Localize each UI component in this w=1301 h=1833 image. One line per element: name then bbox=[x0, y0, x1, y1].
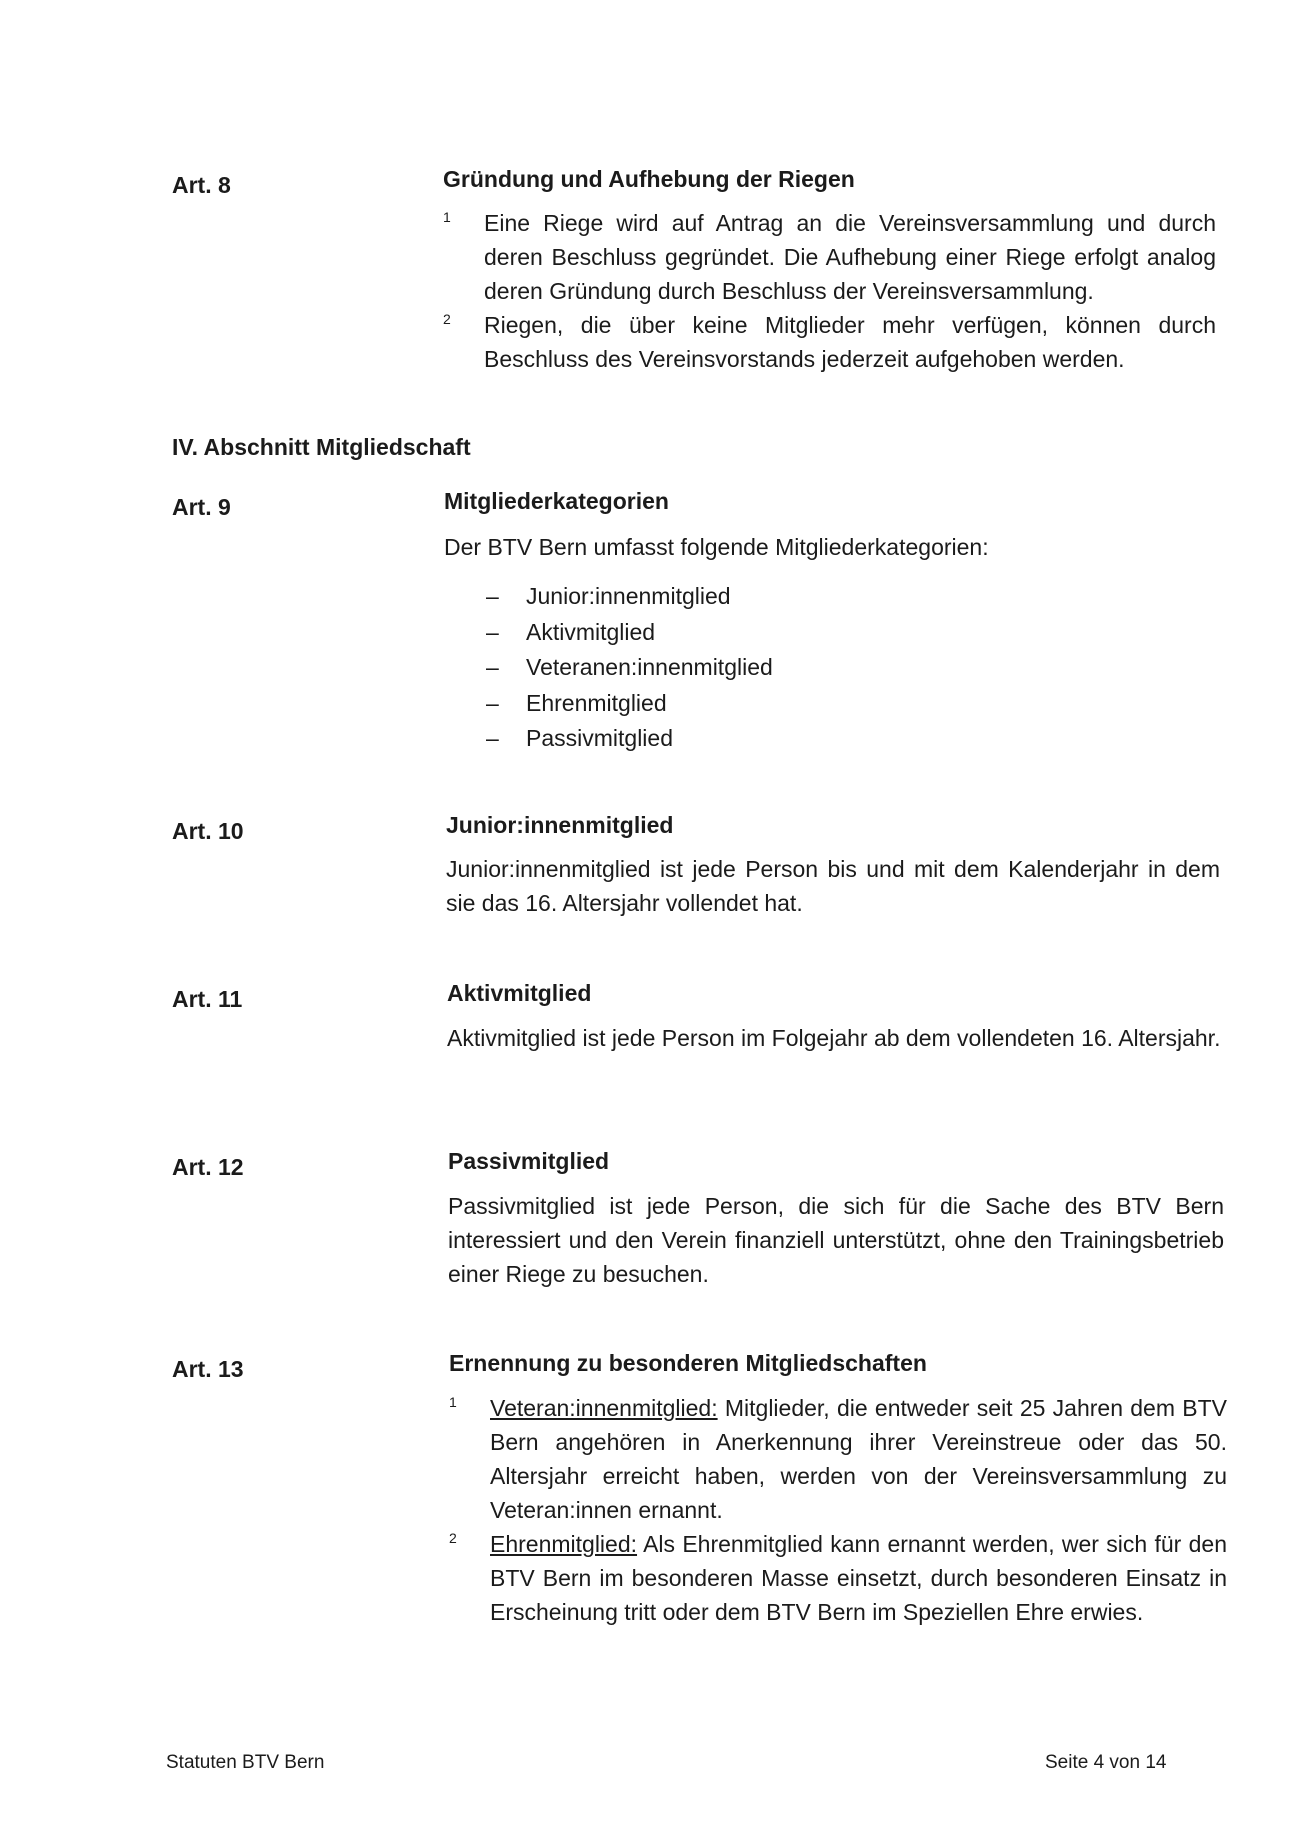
list-item bbox=[486, 721, 773, 757]
art13-item-2 bbox=[449, 1527, 1227, 1629]
art9-title: Mitgliederkategorien bbox=[444, 488, 669, 514]
art8-label: Art. 8 bbox=[172, 172, 231, 198]
art8-numbered-list bbox=[443, 206, 1216, 376]
art12-text: Passivmitglied ist jede Person, die sich für die Sache des BTV Bern interessiert und den Verein finanziell unterstützt, ohne den Trainingsbetrieb einer Riege zu besuchen. bbox=[448, 1193, 1224, 1287]
art13-item-1-number: 1 bbox=[449, 1394, 457, 1410]
dash-marker: – bbox=[486, 618, 499, 645]
art10-title: Junior:innenmitglied bbox=[446, 812, 674, 838]
category-label: Passivmitglied bbox=[526, 725, 673, 751]
list-item bbox=[486, 615, 773, 651]
section-heading: IV. Abschnitt Mitgliedschaft bbox=[172, 434, 471, 460]
art13-item-2-number: 2 bbox=[449, 1530, 457, 1546]
footer-page-number: Seite 4 von 14 bbox=[1045, 1752, 1167, 1773]
art12-title: Passivmitglied bbox=[448, 1148, 610, 1174]
art13-label: Art. 13 bbox=[172, 1356, 244, 1382]
category-label: Veteranen:innenmitglied bbox=[526, 654, 773, 680]
art9-category-list bbox=[486, 579, 773, 757]
art10-text: Junior:innenmitglied ist jede Person bis und mit dem Kalenderjahr in dem sie das 16. Altersjahr vollendet hat. bbox=[446, 856, 1220, 916]
footer-document-title: Statuten BTV Bern bbox=[166, 1752, 325, 1773]
category-label: Junior:innenmitglied bbox=[526, 583, 731, 609]
art8-item-1-text: Eine Riege wird auf Antrag an die Vereinsversammlung und durch deren Beschluss gegründet. Die Aufhebung einer Riege erfolgt analog deren Gründung durch Beschluss der Vereinsversammlung. bbox=[484, 210, 1216, 304]
art13-item-2-term: Ehrenmitglied: bbox=[490, 1531, 638, 1557]
art9-label: Art. 9 bbox=[172, 494, 231, 520]
list-item bbox=[486, 579, 773, 615]
art8-item-2-text: Riegen, die über keine Mitglieder mehr verfügen, können durch Beschluss des Vereinsvorstands jederzeit aufgehoben werden. bbox=[484, 312, 1216, 372]
category-label: Aktivmitglied bbox=[526, 618, 656, 645]
art11-title: Aktivmitglied bbox=[447, 980, 592, 1006]
art8-item-2 bbox=[443, 308, 1216, 376]
art8-item-1-number: 1 bbox=[443, 209, 451, 225]
dash-marker: – bbox=[486, 689, 499, 716]
list-item bbox=[486, 650, 773, 686]
dash-marker: – bbox=[486, 654, 499, 680]
dash-marker: – bbox=[486, 725, 499, 751]
art8-title: Gründung und Aufhebung der Riegen bbox=[443, 166, 855, 192]
list-item bbox=[486, 686, 773, 722]
art13-item-2-text: Als Ehrenmitglied kann ernannt werden, wer sich für den BTV Bern im besonderen Masse einsetzt, durch besonderen Einsatz in Erscheinung tritt oder dem BTV Bern im Speziellen Ehre erwies. bbox=[490, 1531, 1227, 1625]
art13-item-1-term: Veteran:innenmitglied: bbox=[490, 1395, 718, 1421]
art13-item-1-text: Mitglieder, die entweder seit 25 Jahren dem BTV Bern angehören in Anerkennung ihrer Vereinstreue oder das 50. Altersjahr erreicht haben, werden von der Vereinsversammlung zu Veteran:innen ernannt. bbox=[490, 1395, 1227, 1523]
art13-item-1 bbox=[449, 1391, 1227, 1527]
dash-marker: – bbox=[486, 583, 499, 609]
art8-item-1 bbox=[443, 206, 1216, 308]
art12-label: Art. 12 bbox=[172, 1154, 244, 1180]
art11-text: Aktivmitglied ist jede Person im Folgejahr ab dem vollendeten 16. Altersjahr. bbox=[447, 1025, 1221, 1051]
art13-title: Ernennung zu besonderen Mitgliedschaften bbox=[449, 1350, 927, 1376]
art11-label: Art. 11 bbox=[172, 986, 243, 1012]
art8-item-2-number: 2 bbox=[443, 311, 451, 327]
art13-numbered-list bbox=[449, 1391, 1227, 1629]
art10-label: Art. 10 bbox=[172, 818, 244, 844]
art9-intro: Der BTV Bern umfasst folgende Mitgliederkategorien: bbox=[444, 534, 989, 560]
category-label: Ehrenmitglied bbox=[526, 689, 667, 716]
